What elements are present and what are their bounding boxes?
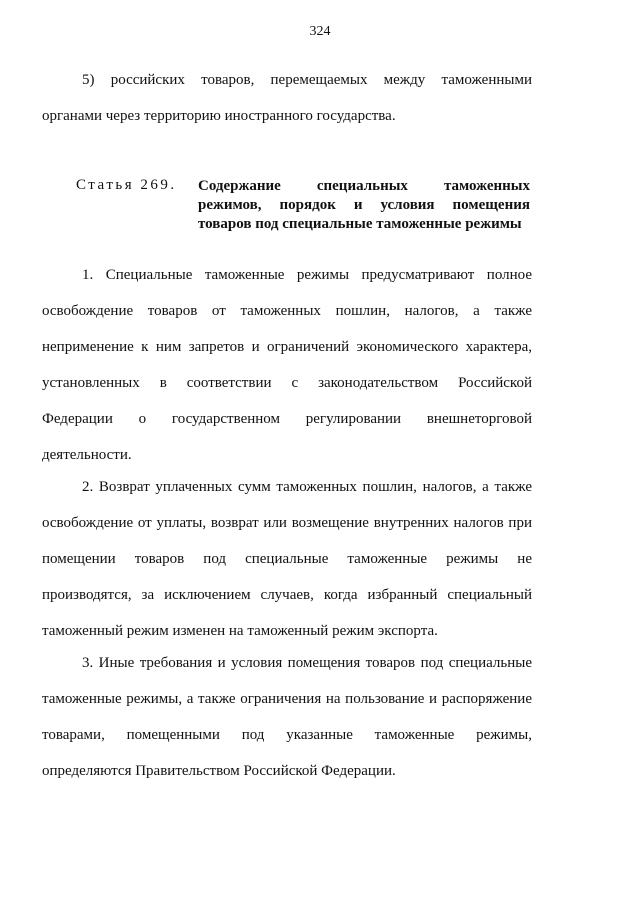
page-number: 324 bbox=[309, 24, 331, 39]
text-line: Федерации о государственном регулировании внешнеторговой bbox=[42, 411, 532, 427]
article-title bbox=[198, 177, 530, 234]
text-line: производятся, за исключением случаев, когда избранный специальный bbox=[42, 587, 532, 603]
text-line: освобождение товаров от таможенных пошлин, налогов, а также bbox=[42, 303, 532, 319]
list-item-5 bbox=[42, 62, 532, 134]
text-line: 5) российских товаров, перемещаемых между таможенными bbox=[82, 72, 532, 88]
text-line: деятельности. bbox=[42, 447, 132, 463]
text-line: освобождение от уплаты, возврат или возмещение внутренних налогов при bbox=[42, 515, 532, 531]
text-line: органами через территорию иностранного государства. bbox=[42, 108, 396, 124]
text-line: товарами, помещенными под указанные таможенные режимы, bbox=[42, 727, 532, 743]
title-line: Содержание специальных таможенных bbox=[198, 178, 530, 194]
title-line: товаров под специальные таможенные режимы bbox=[198, 216, 522, 232]
paragraph-2 bbox=[42, 469, 532, 649]
text-line: 1. Специальные таможенные режимы предусматривают полное bbox=[82, 267, 532, 283]
title-line: режимов, порядок и условия помещения bbox=[198, 197, 530, 213]
text-line: установленных в соответствии с законодательством Российской bbox=[42, 375, 532, 391]
text-line: 3. Иные требования и условия помещения товаров под специальные bbox=[82, 655, 532, 671]
article-label: Статья 269. bbox=[76, 177, 177, 193]
text-line: определяются Правительством Российской Федерации. bbox=[42, 763, 396, 779]
paragraph-1 bbox=[42, 257, 532, 473]
text-line: таможенный режим изменен на таможенный режим экспорта. bbox=[42, 623, 438, 639]
text-line: таможенные режимы, а также ограничения на пользование и распоряжение bbox=[42, 691, 532, 707]
text-line: помещении товаров под специальные таможенные режимы не bbox=[42, 551, 532, 567]
text-line: неприменение к ним запретов и ограничений экономического характера, bbox=[42, 339, 532, 355]
text-line: 2. Возврат уплаченных сумм таможенных пошлин, налогов, а также bbox=[82, 479, 532, 495]
paragraph-3 bbox=[42, 645, 532, 789]
